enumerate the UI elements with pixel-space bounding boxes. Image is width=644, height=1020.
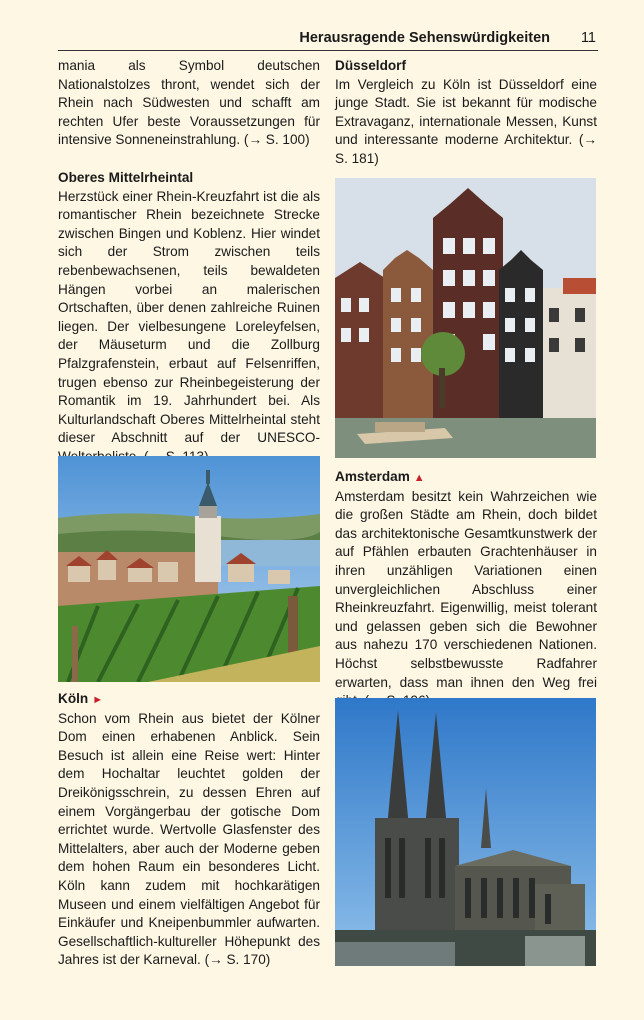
page-number: 11	[580, 30, 596, 46]
photo-rhine-valley	[58, 456, 320, 682]
running-header	[58, 28, 598, 51]
koeln-heading: Köln ►	[58, 691, 104, 706]
red-triangle-icon: ▲	[413, 472, 425, 484]
amsterdam-heading: Amsterdam ▲	[335, 469, 425, 484]
duesseldorf-text: Im Vergleich zu Köln ist Düsseldorf eine junge Stadt. Sie ist bekannt für modische Extravaganz, internationale Messen, Kunst und interessante moderne Architektur. (→ S. 181)	[335, 76, 597, 166]
section-amsterdam	[335, 468, 597, 711]
amsterdam-text: Amsterdam besitzt kein Wahrzeichen wie die großen Städte am Rhein, doch bildet das architektonische Gesamtkunstwerk der auf Pfählen erbauten Grachtenhäuser in ihren unzähligen Variationen einen unvergleichlichen Abschluss einer Rheinkreuzfahrt. Eigenwillig, meist tolerant und gelassen geben sich die Bewohner aus nahezu 170 verschiedenen Nationen. Höchst selbstbewusste Radfahrer erwarten, dass man ihnen den Weg frei	[335, 488, 597, 690]
section-duesseldorf	[335, 57, 597, 169]
mittelrhein-text: Herzstück einer Rhein-Kreuzfahrt ist die als romantischer Rhein bezeichnete Strecke zwischen Bingen und Koblenz. Hier windet sich der Strom zwischen teils rebenbewachsenen, teils bewaldeten Hängen vorbei an malerischen Ortschaften, über denen zahlreiche Ruinen liegen. Der vielbesungene Loreleyfelsen, der Mäuseturm und die Zollburg Pfalzgrafenstein, erbaut auf Felsenriffen, trugen ebenso zur Rheinbegeisterung der Romantik im 19. Jahrhundert bei. Als Kulturlandschaft Oberes Mittelrheintal steht dieser Abschnitt auf der UNESCO-	[58, 188, 320, 446]
section-mittelrhein	[58, 169, 320, 467]
section-koeln	[58, 690, 320, 970]
koeln-text: Schon vom Rhein aus bietet der Kölner Dom einen erhabenen Anblick. Sein Besuch ist allein eine Reise wert: Hinter dem Hochaltar leuchtet golden der Dreikönigsschrein, zu dessen Ehren auf einem Vorgängerbau der gotische Dom errichtet wurde. Wertvolle Glasfenster des Mittelalters, aber auch der Moderne geben dem hohen Raum ein besonderes Licht. Köln kann zudem mit hochkarätigen Museen und einem vielfältigen Angebot für Einkäufer und Kneipenbummler aufwarten. Gesellschaftlich-kultureller Höhepunkt des Jahres ist der Karneval. (→ S. 170)	[58, 710, 320, 968]
intro-paragraph: mania als Symbol deutschen Nationalstolzes thront, wendet sich der Rhein nach Südwesten und schafft am rechten Ufer beste Voraussetzungen für intensive Sonneneinstrahlung. (→ S. 100)	[58, 58, 320, 148]
mittelrhein-heading: Oberes Mittelrheintal	[58, 170, 194, 185]
photo-cologne-cathedral	[335, 698, 596, 966]
duesseldorf-heading: Düsseldorf	[335, 58, 407, 73]
red-arrow-icon: ►	[92, 694, 104, 706]
photo-amsterdam-canal-houses	[335, 178, 596, 458]
section-title: Herausragende Sehenswürdigkeiten	[299, 30, 550, 46]
